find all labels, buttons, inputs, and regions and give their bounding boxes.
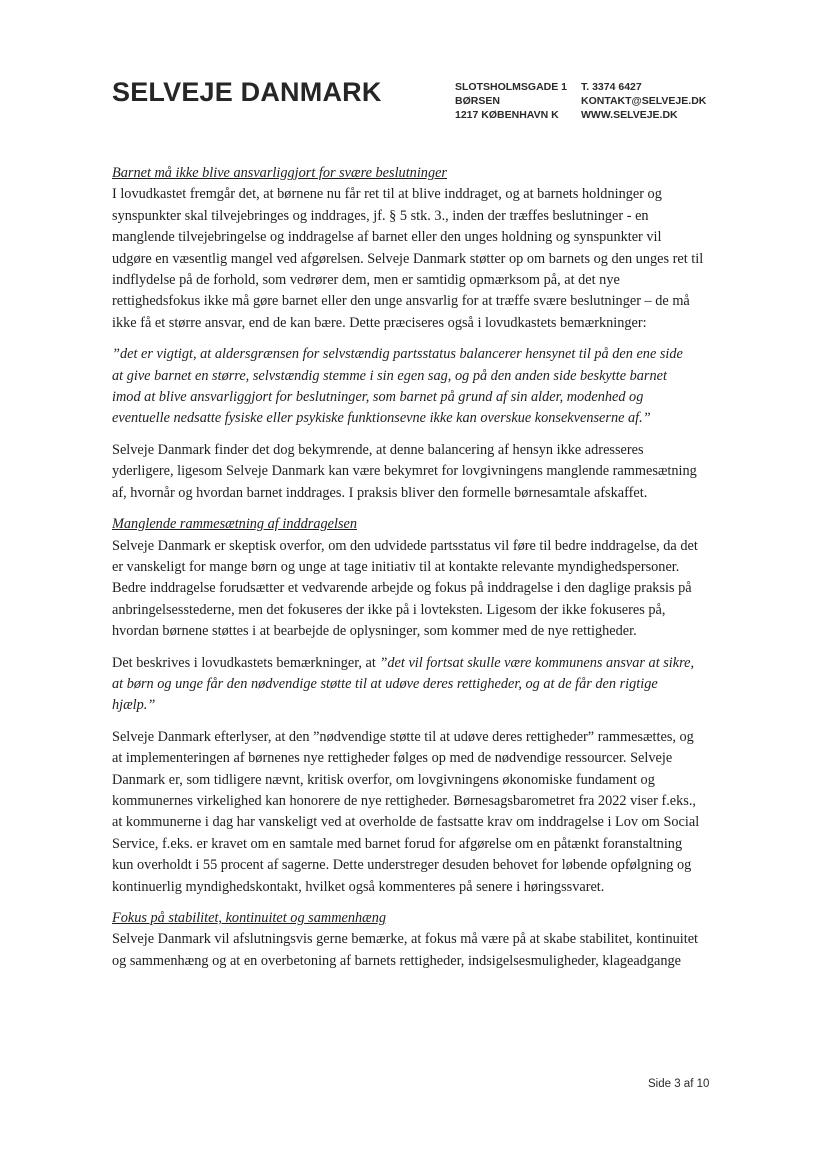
logo bbox=[112, 77, 382, 108]
text-line: manglende tilvejebringelse og inddragelse af barnet eller den unges holdning og synspunkter vil bbox=[112, 229, 662, 246]
quote-paragraph bbox=[112, 344, 717, 430]
paragraph bbox=[112, 929, 717, 972]
text-line: kommunernes virkelighed kan honorere de nye rettigheder. Børnesagsbarometret fra 2022 viser f.eks., bbox=[112, 792, 696, 809]
section-heading: Fokus på stabilitet, kontinuitet og sammenhæng bbox=[112, 910, 387, 926]
text-line: Selveje Danmark vil afslutningsvis gerne bemærke, at fokus må være på at skabe stabilitet, kontinuitet bbox=[112, 931, 699, 948]
text-line: yderligere, ligesom Selveje Danmark kan være bekymret for lovgivningens manglende rammesætning bbox=[112, 463, 697, 480]
logo-bold: SELVEJE bbox=[112, 77, 233, 107]
quote-run: ”det vil fortsat skulle være kommunens ansvar at sikre, bbox=[379, 654, 695, 671]
text-line bbox=[112, 653, 717, 674]
section-heading: Barnet må ikke blive ansvarliggjort for svære beslutninger bbox=[112, 165, 447, 181]
text-line: synspunkter skal tilvejebringes og inddrages, jf. § 5 stk. 3., inden der træffes beslutninger - en bbox=[112, 207, 649, 224]
contact-block bbox=[581, 80, 706, 122]
text-line: og sammenhæng og at en overbetoning af barnets rettigheder, indsigelsesmuligheder, klageadgange bbox=[112, 952, 681, 969]
text-line: at implementeringen af børnenes nye rettigheder følges op med de nødvendige ressourcer. Selveje bbox=[112, 750, 673, 767]
text-line: Bedre inddragelse forudsætter et vedvarende arbejde og fokus på inddragelse i den daglige praksis på bbox=[112, 580, 692, 597]
text-line: I lovudkastet fremgår det, at børnene nu får ret til at blive inddraget, og at barnets holdninger og bbox=[112, 186, 662, 203]
address-block bbox=[455, 80, 567, 122]
text-line: eventuelle nedsatte fysiske eller psykiske funktionsevne ikke kan overskue konsekvenserne af.” bbox=[112, 410, 651, 427]
text-line: ikke få et større ansvar, end de kan bære. Dette præciseres også i lovudkastets bemærkninger: bbox=[112, 314, 647, 331]
address-line: BØRSEN bbox=[455, 95, 500, 107]
paragraph bbox=[112, 727, 717, 898]
text-line: af, hvornår og hvordan barnet inddrages. I praksis bliver den formelle børnesamtale afskaffet. bbox=[112, 484, 648, 501]
contact-phone: T. 3374 6427 bbox=[581, 81, 642, 93]
text-line: rettighedsfokus ikke må gøre barnet eller den unge ansvarlig for at træffe svære beslutninger – de må bbox=[112, 293, 690, 310]
text-line: udgøre en væsentlig mangel ved afgørelsen. Selveje Danmark støtter op om barnets og den unges ret til bbox=[112, 250, 704, 267]
text-line: hjælp.” bbox=[112, 697, 156, 714]
text-line: at børn og unge får den nødvendige støtte til at udøve deres rettigheder, og at de får den rigtige bbox=[112, 675, 658, 692]
section-heading: Manglende rammesætning af inddragelsen bbox=[112, 516, 358, 533]
paragraph bbox=[112, 653, 717, 717]
text-line: imod at blive ansvarliggjort for beslutninger, som barnet på grund af sin alder, modenhed og bbox=[112, 389, 644, 406]
text-line: ”det er vigtigt, at aldersgrænsen for selvstændig partsstatus balancerer hensynet til på den ene side bbox=[112, 346, 683, 363]
text-line: Selveje Danmark er skeptisk overfor, om den udvidede partsstatus vil føre til bedre inddragelse, da det bbox=[112, 537, 698, 554]
address-line: 1217 KØBENHAVN K bbox=[455, 109, 559, 121]
letter-body bbox=[112, 163, 717, 982]
text-line: Danmark er, som tidligere nævnt, kritisk overfor, om lovgivningens økonomiske fundament og bbox=[112, 771, 655, 788]
text-line: indflydelse på de forhold, som vedrører dem, men er samtidig opmærksom på, at det nye bbox=[112, 272, 620, 289]
text-line: Selveje Danmark efterlyser, at den ”nødvendige støtte til at udøve deres rettigheder” rammesættes, og bbox=[112, 728, 694, 745]
contact-email: KONTAKT@SELVEJE.DK bbox=[581, 95, 707, 107]
text-line: kun overholdt i 55 procent af sagerne. Dette understreger desuden behovet for løbende opfølgning og bbox=[112, 857, 692, 874]
text-line: hvordan børnene støttes i at bearbejde de oplysninger, som kommer med de nye rettigheder. bbox=[112, 623, 637, 640]
text-line: Selveje Danmark finder det dog bekymrende, at denne balancering af hensyn ikke adresseres bbox=[112, 441, 644, 458]
text-line: er vanskeligt for mange børn og unge at tage initiativ til at kontakte relevante myndighedspersoner. bbox=[112, 558, 680, 575]
logo-rest: DANMARK bbox=[240, 77, 382, 107]
text-line: anbringelsesstederne, men det fokuseres der ikke på i lovteksten. Ligesom der ikke fokuseres på, bbox=[112, 601, 666, 618]
text-line: at give barnet en større, selvstændig stemme i sin egen sag, og på den anden side beskytte barnet bbox=[112, 367, 667, 384]
address-line: SLOTSHOLMSGADE 1 bbox=[455, 81, 568, 93]
text-run: Det beskrives i lovudkastets bemærkninger, at bbox=[112, 654, 380, 671]
text-line: kontinuerlig myndighedskontakt, hvilket også kommenteres på senere i høringssvaret. bbox=[112, 878, 605, 895]
paragraph bbox=[112, 536, 717, 643]
contact-website: WWW.SELVEJE.DK bbox=[581, 109, 678, 121]
paragraph bbox=[112, 440, 717, 504]
text-line: Service, f.eks. er kravet om en samtale med barnet forud for afgørelse om en påtænkt foranstaltning bbox=[112, 835, 683, 852]
paragraph bbox=[112, 184, 717, 334]
letterhead bbox=[112, 77, 722, 125]
page-number: Side 3 af 10 bbox=[648, 1078, 710, 1090]
text-line: at kommunerne i dag har vanskeligt ved at overholde de fastsatte krav om inddragelse i Lov om Social bbox=[112, 814, 700, 831]
